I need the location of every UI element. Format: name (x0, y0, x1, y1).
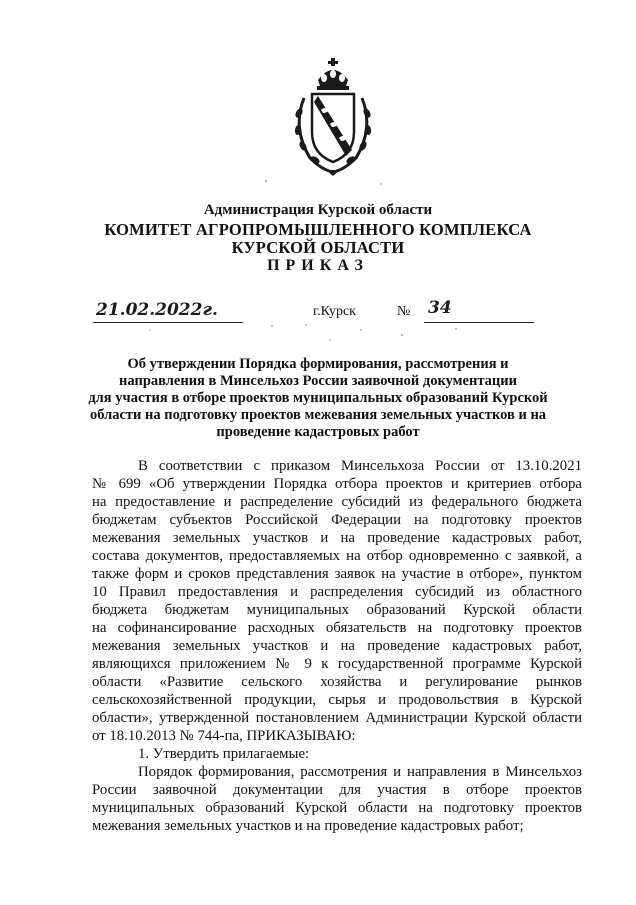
body-line: межевания земельных участков и на проведение кадастровых работ; (92, 818, 524, 834)
order-number: 34 (428, 298, 452, 318)
body-line: межевания земельных участков и на проведение кадастровых работ, (92, 530, 582, 546)
body-line: от 18.10.2013 № 744-па, ПРИКАЗЫВАЮ: (92, 728, 356, 744)
number-underline (424, 322, 534, 323)
order-title-line: области на подготовку проектов межевания земельных участков и на (89, 407, 547, 423)
body-line: на софинансирование расходных обязательств на подготовку проектов (92, 620, 582, 636)
order-title-line: для участия в отборе проектов муниципальных образований Курской (88, 390, 548, 406)
body-line: В соответствии с приказом Минсельхоза России от 13.10.2021 (138, 458, 582, 474)
number-sign: № (397, 304, 411, 319)
body-line: на предоставление и распределение субсидий из федерального бюджета (92, 494, 582, 510)
body-line: Порядок формирования, рассмотрения и направления в Минсельхоз (138, 764, 582, 780)
body-line: России заявочной документации для участия в отборе проектов (92, 782, 582, 798)
body-line: бюджетам субъектов Российской Федерации на подготовку проектов (92, 512, 582, 528)
body-line: муниципальных образований Курской области на подготовку проектов (92, 800, 582, 816)
body-line: также форм и сроков представления заявок на участие в отборе», пунктом (92, 566, 582, 582)
body-line: межевания земельных участков и на проведение кадастровых работ, (92, 638, 582, 654)
issuer-region: КУРСКОЙ ОБЛАСТИ (231, 238, 405, 257)
document-type: ПРИКАЗ (267, 257, 369, 274)
body-line: являющихся приложением № 9 к государственной программе Курской (92, 656, 582, 672)
body-line: состава документов, предоставляемых на отбор одновременно с заявкой, а (92, 548, 582, 564)
kursk-coat-of-arms-icon (288, 58, 378, 176)
body-line: сельскохозяйственной продукции, сырья и продовольствия в Курской (92, 692, 582, 708)
body-line: бюджета бюджетам муниципальных образований Курской области (92, 602, 582, 618)
order-title-line: проведение кадастровых работ (216, 424, 420, 440)
date-underline (93, 322, 243, 323)
body-line: области «Развитие сельского хозяйства и регулирование рынков (92, 674, 582, 690)
clause-1: 1. Утвердить прилагаемые: (138, 746, 310, 762)
order-title-line: Об утверждении Порядка формирования, рассмотрения и (127, 356, 509, 372)
order-city: г.Курск (313, 304, 356, 319)
body-line: 10 Правил предоставления и распределения субсидий из областного (92, 584, 582, 600)
body-line: № 699 «Об утверждении Порядка отбора проектов и критериев отбора (92, 476, 582, 492)
order-date: 21.02.2022г. (96, 300, 218, 320)
order-title-line: направления в Минсельхоз России заявочной документации (119, 373, 517, 389)
issuer-administration: Администрация Курской области (203, 202, 433, 218)
body-line: области», утвержденной постановлением Администрации Курской области (92, 710, 582, 726)
issuer-committee: КОМИТЕТ АГРОПРОМЫШЛЕННОГО КОМПЛЕКСА (104, 220, 532, 239)
